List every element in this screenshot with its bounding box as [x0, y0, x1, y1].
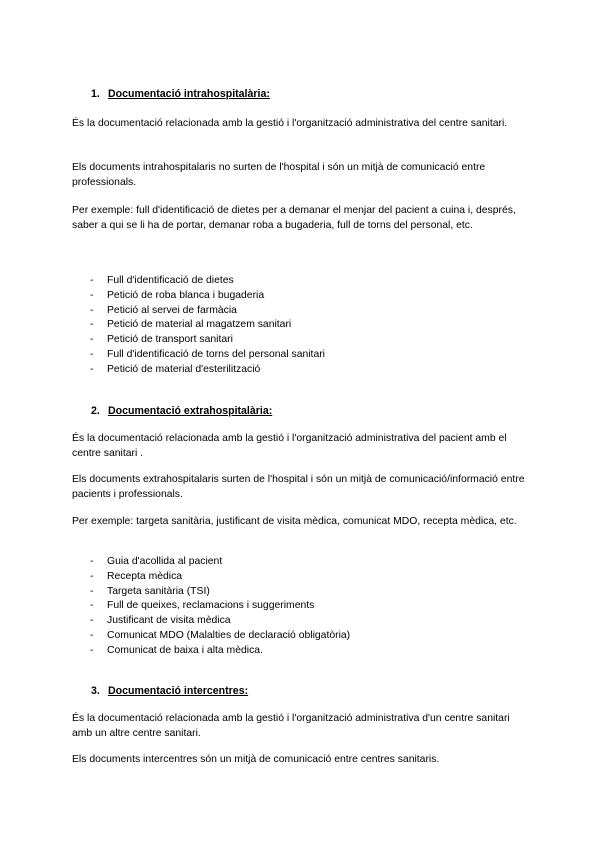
section-2-paragraph-3: Per exemple: targeta sanitària, justificant de visita mèdica, comunicat MDO, recepta mèdica, etc. [72, 516, 517, 527]
list-item-text: Full d'identificació de torns del personal sanitari [107, 348, 325, 360]
list-item [72, 585, 350, 600]
list-item [72, 274, 325, 289]
section-2-paragraph-1: És la documentació relacionada amb la gestió i l'organització administrativa del pacient amb el centre sanitari . [72, 433, 507, 459]
section-1-title: Documentació intrahospitalària: [108, 88, 270, 100]
section-3-title: Documentació intercentres: [108, 685, 249, 697]
bullet-dash: - [90, 556, 94, 567]
section-2-number: 2. [91, 405, 100, 417]
list-item [72, 570, 350, 585]
section-2-title: Documentació extrahospitalària: [108, 405, 273, 417]
list-item-text: Petició de material al magatzem sanitari [107, 319, 292, 331]
bullet-dash: - [90, 600, 94, 612]
bullet-dash: - [90, 275, 94, 286]
section-3-paragraph-2: Els documents intercentres són un mitjà de comunicació entre centres sanitaris. [72, 754, 440, 765]
list-item-text: Full de queixes, reclamacions i suggeriments [107, 600, 315, 612]
list-item-text: Targeta sanitària (TSI) [107, 585, 210, 597]
section-3-number: 3. [91, 685, 100, 697]
list-item-text: Petició al servei de farmàcia [107, 304, 237, 316]
bullet-dash: - [90, 334, 94, 346]
list-item [72, 555, 350, 570]
list-item [72, 629, 350, 644]
bullet-dash: - [90, 615, 94, 627]
list-item-text: Petició de roba blanca i bugaderia [107, 289, 265, 301]
list-item-text: Petició de transport sanitari [107, 334, 233, 346]
section-1-paragraph-1: És la documentació relacionada amb la gestió i l'organització administrativa del centre sanitari. [72, 118, 508, 129]
bullet-dash: - [90, 319, 94, 331]
list-item-text: Full d'identificació de dietes [107, 275, 234, 286]
section-1-heading [91, 87, 270, 102]
list-item-text: Guia d'acollida al pacient [107, 556, 223, 567]
list-item-text: Comunicat de baixa i alta mèdica. [107, 644, 263, 656]
list-item [72, 304, 325, 319]
bullet-dash: - [90, 363, 94, 375]
section-1-paragraph-2: Els documents intrahospitalaris no surten de l'hospital i són un mitjà de comunicació entre professionals. [72, 162, 486, 188]
list-item [72, 289, 325, 304]
list-item [72, 363, 325, 378]
section-2-paragraph-2: Els documents extrahospitalaris surten de l'hospital i són un mitjà de comunicació/informació entre pacients i professionals. [72, 474, 525, 500]
list-item [72, 333, 325, 348]
section-1-paragraph-3: Per exemple: full d'identificació de dietes per a demanar el menjar del pacient a cuina i, després, saber a qui se li ha de portar, demanar roba a bugaderia, full de torns del personal, etc. [72, 205, 516, 231]
bullet-dash: - [90, 289, 94, 301]
bullet-dash: - [90, 570, 94, 582]
list-item [72, 348, 325, 363]
list-item-text: Recepta mèdica [107, 570, 183, 582]
list-item [72, 599, 350, 614]
bullet-dash: - [90, 644, 94, 656]
section-3-heading [91, 684, 248, 699]
bullet-dash: - [90, 585, 94, 597]
list-item [72, 318, 325, 333]
section-2-heading [91, 404, 272, 419]
bullet-dash: - [90, 348, 94, 360]
bullet-dash: - [90, 304, 94, 316]
section-1-list [72, 274, 325, 378]
list-item-text: Comunicat MDO (Malalties de declaració obligatòria) [107, 629, 351, 641]
list-item-text: Petició de material d'esterilització [107, 363, 261, 375]
bullet-dash: - [90, 629, 94, 641]
section-2-list [72, 555, 350, 659]
section-3-paragraph-1: És la documentació relacionada amb la gestió i l'organització administrativa d'un centre sanitari amb un altre centre sanitari. [72, 713, 510, 739]
list-item [72, 644, 350, 659]
section-1-number: 1. [91, 88, 100, 100]
list-item-text: Justificant de visita mèdica [107, 615, 231, 627]
list-item [72, 614, 350, 629]
